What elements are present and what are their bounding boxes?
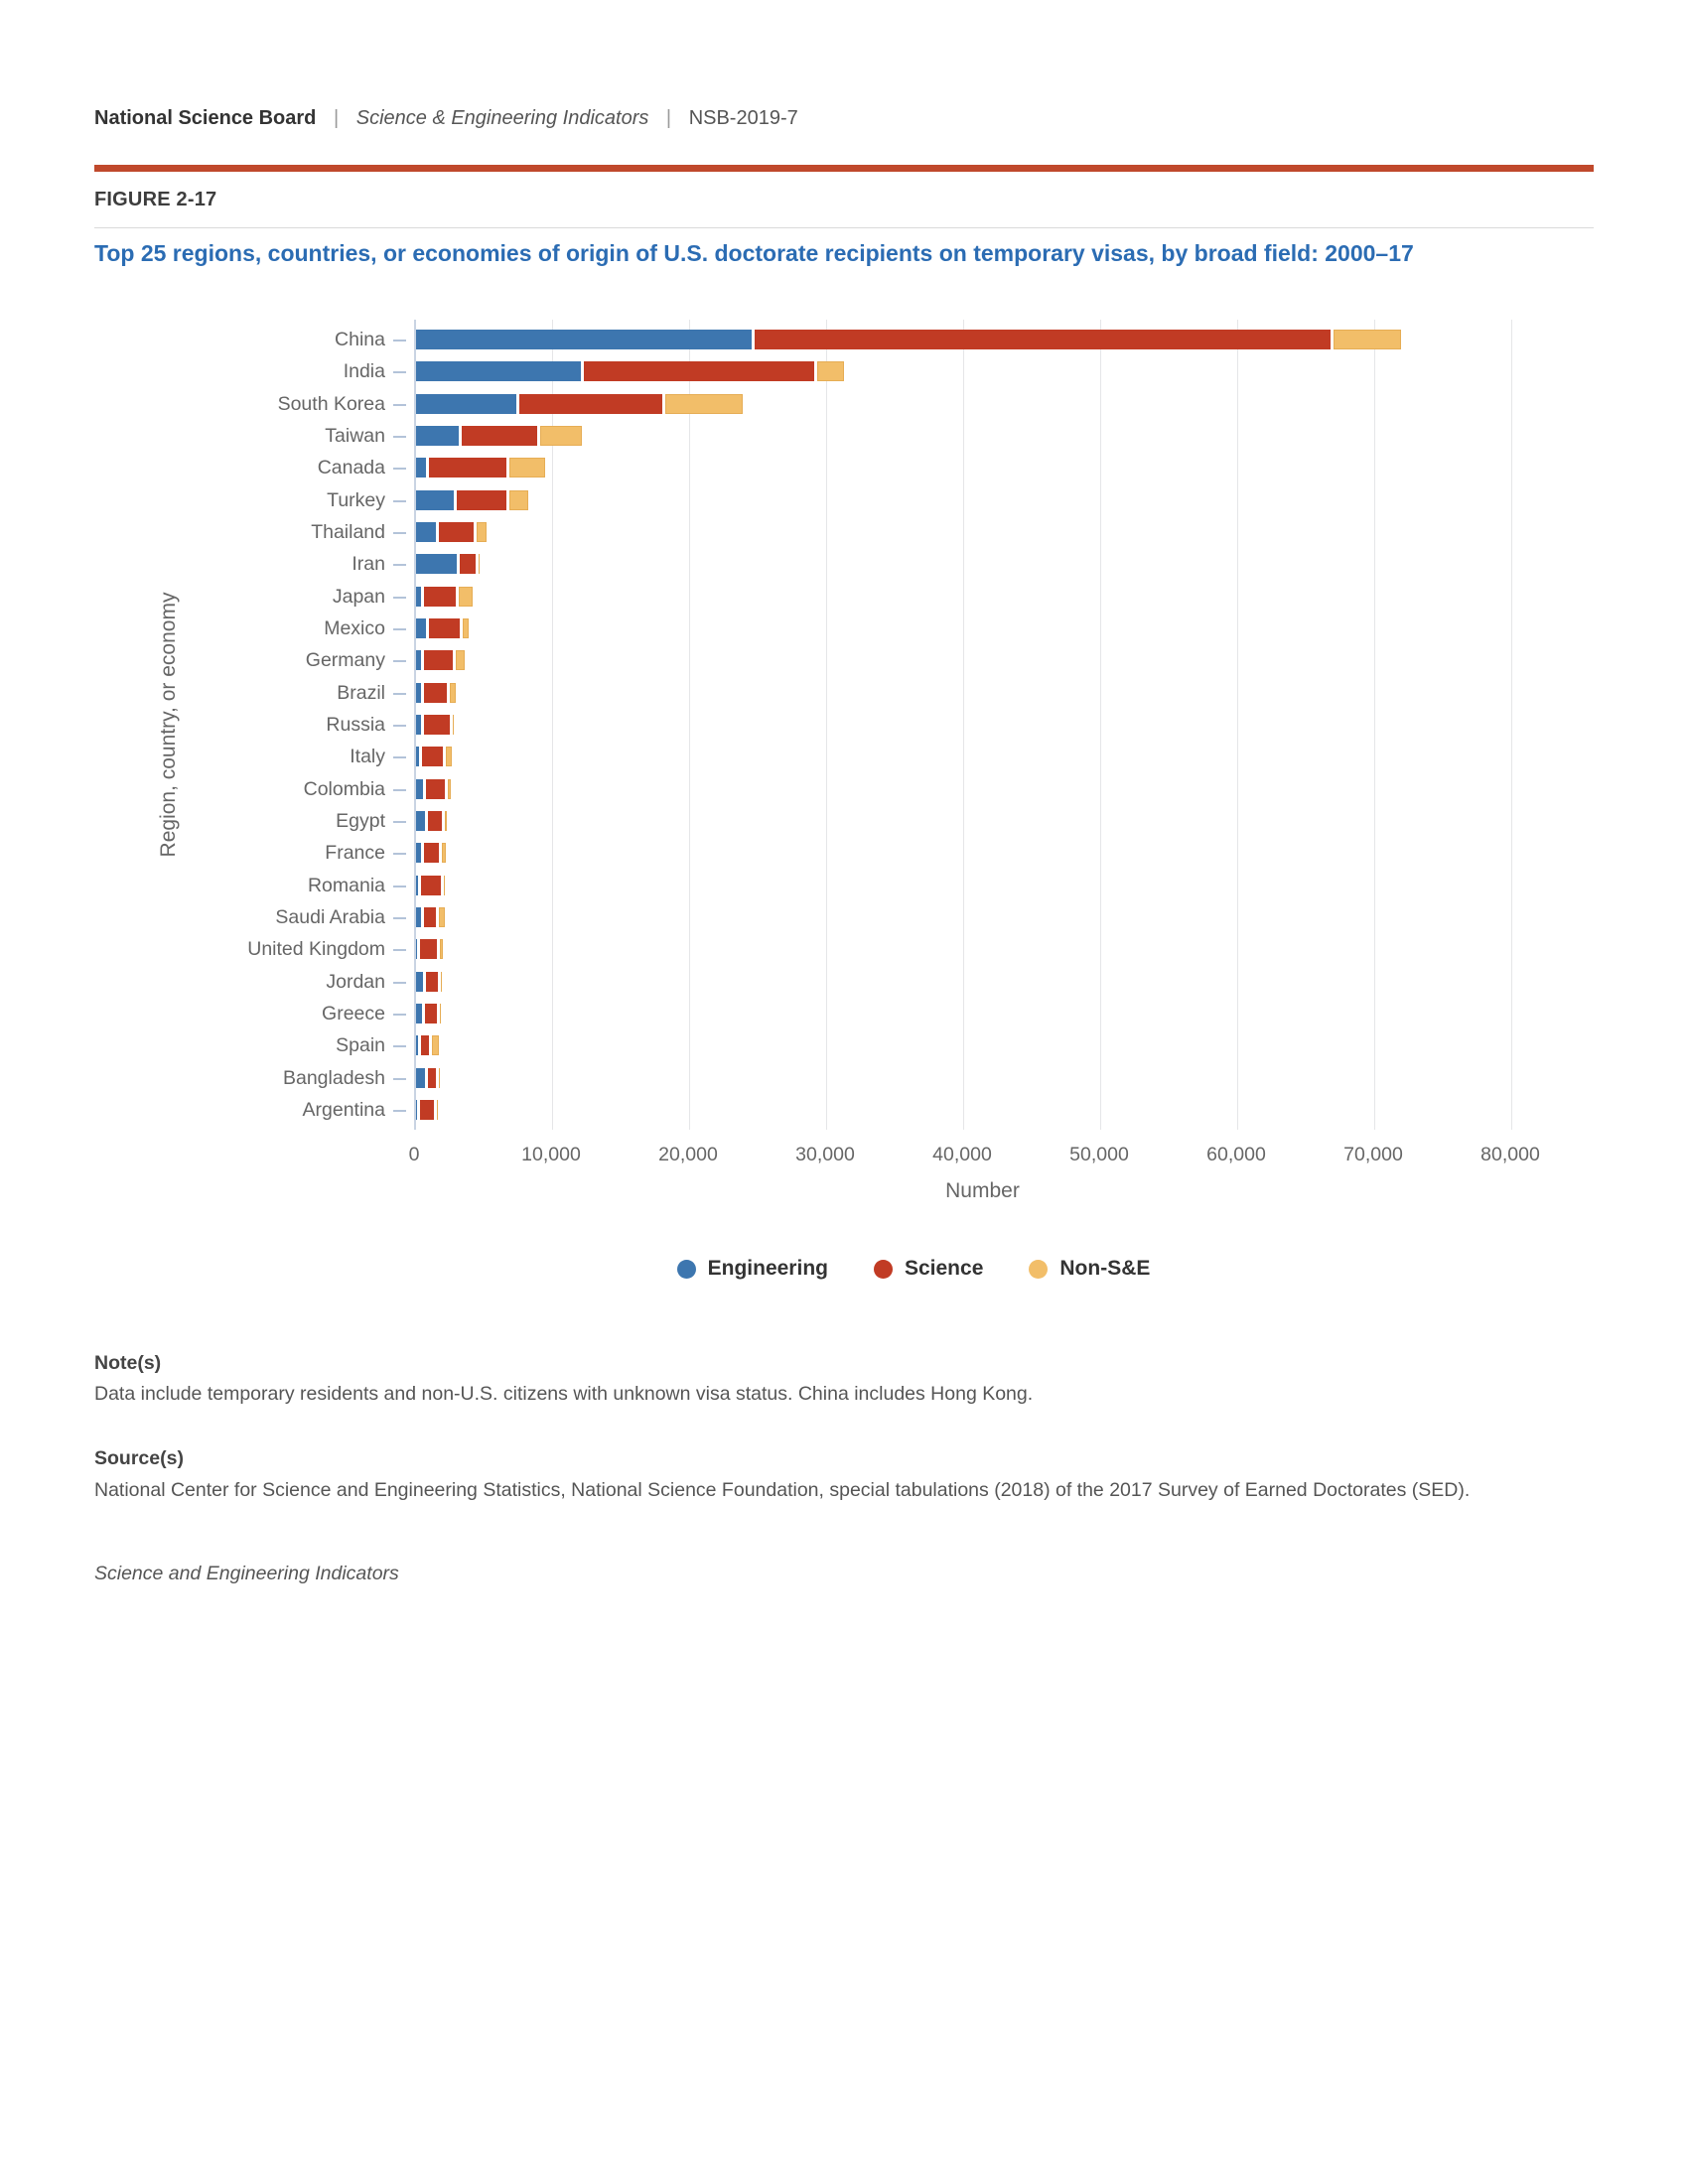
y-tick-mark: [393, 532, 406, 534]
bar-segment-science: [457, 490, 506, 510]
bar-segment-engineering: [416, 876, 418, 895]
chart-legend: [0, 1257, 1688, 1281]
bar-segment-non-s-e: [437, 1100, 438, 1120]
gridline: [1100, 320, 1101, 1130]
bar-segment-non-s-e: [446, 747, 452, 766]
bar-segment-science: [460, 554, 476, 574]
y-tick-mark: [393, 886, 406, 887]
bar-segment-science: [424, 683, 448, 703]
y-tick-mark: [393, 1110, 406, 1112]
bar-segment-science: [519, 394, 662, 414]
accent-rule: [94, 165, 1594, 172]
legend-color-dot: [677, 1260, 696, 1279]
category-label: Colombia: [303, 777, 385, 800]
bar-segment-non-s-e: [509, 458, 545, 478]
notes-text: Data include temporary residents and non-U.S. citizens with unknown visa status. China includes Hong Kong.: [94, 1383, 1034, 1405]
category-label: Spain: [336, 1034, 385, 1057]
bar-segment-engineering: [416, 1100, 417, 1120]
bar-segment-non-s-e: [432, 1035, 439, 1055]
category-label: Russia: [326, 713, 385, 736]
bar-segment-engineering: [416, 779, 423, 799]
bar-segment-non-s-e: [448, 779, 450, 799]
bar-segment-engineering: [416, 1035, 418, 1055]
bar-segment-science: [426, 972, 439, 992]
bar-segment-engineering: [416, 843, 421, 863]
bar-segment-engineering: [416, 394, 516, 414]
gridline: [1374, 320, 1375, 1130]
bar-segment-science: [424, 907, 436, 927]
bar-segment-non-s-e: [453, 715, 454, 735]
x-tick-label: 50,000: [1069, 1144, 1129, 1165]
bar-segment-science: [462, 426, 537, 446]
y-axis-title: Region, country, or economy: [157, 592, 180, 858]
legend-color-dot: [1029, 1260, 1048, 1279]
bar-segment-science: [424, 650, 453, 670]
bar-segment-engineering: [416, 972, 423, 992]
bar-segment-engineering: [416, 683, 421, 703]
y-tick-mark: [393, 693, 406, 695]
bar-segment-engineering: [416, 811, 425, 831]
y-tick-mark: [393, 982, 406, 984]
header-separator: |: [665, 107, 672, 129]
category-label: Romania: [307, 874, 385, 896]
plot-area: [414, 320, 1553, 1130]
bar-segment-non-s-e: [456, 650, 465, 670]
bar-segment-science: [420, 939, 437, 959]
y-tick-mark: [393, 436, 406, 438]
bar-segment-engineering: [416, 361, 581, 381]
legend-item: [677, 1257, 828, 1281]
header-report-id: NSB-2019-7: [688, 107, 798, 129]
y-tick-mark: [393, 371, 406, 373]
bar-segment-engineering: [416, 330, 752, 349]
gridline: [963, 320, 964, 1130]
bar-segment-engineering: [416, 715, 421, 735]
bar-segment-science: [755, 330, 1331, 349]
category-label: Italy: [350, 746, 385, 768]
bar-segment-non-s-e: [442, 843, 446, 863]
bar-segment-science: [439, 522, 475, 542]
x-tick-label: 70,000: [1343, 1144, 1403, 1165]
y-tick-mark: [393, 1014, 406, 1016]
bar-segment-science: [421, 876, 441, 895]
gridline: [689, 320, 690, 1130]
category-label: Germany: [305, 649, 385, 672]
bar-segment-non-s-e: [439, 1068, 440, 1088]
bar-segment-science: [429, 618, 460, 638]
y-tick-mark: [393, 789, 406, 791]
category-label: Saudi Arabia: [275, 905, 385, 928]
bar-segment-non-s-e: [479, 554, 480, 574]
y-tick-mark: [393, 821, 406, 823]
category-label: India: [343, 360, 385, 383]
bar-segment-engineering: [416, 426, 459, 446]
bar-segment-science: [428, 1068, 436, 1088]
bar-segment-engineering: [416, 747, 419, 766]
y-tick-mark: [393, 340, 406, 341]
page-header: [94, 107, 798, 130]
category-label: Bangladesh: [282, 1066, 385, 1089]
y-tick-mark: [393, 404, 406, 406]
y-tick-mark: [393, 853, 406, 855]
x-tick-label: 0: [408, 1144, 420, 1165]
bar-segment-engineering: [416, 490, 454, 510]
bar-segment-engineering: [416, 939, 417, 959]
bar-segment-engineering: [416, 458, 426, 478]
footer-publication-note: Science and Engineering Indicators: [94, 1563, 399, 1584]
bar-segment-engineering: [416, 650, 421, 670]
bar-segment-non-s-e: [509, 490, 529, 510]
header-separator: |: [333, 107, 340, 129]
y-tick-mark: [393, 564, 406, 566]
bar-segment-engineering: [416, 522, 436, 542]
category-label: Egypt: [336, 809, 385, 832]
bar-segment-science: [422, 747, 443, 766]
bar-segment-non-s-e: [444, 876, 445, 895]
header-brand: National Science Board: [94, 107, 317, 129]
bar-segment-engineering: [416, 618, 426, 638]
category-label: Mexico: [324, 616, 385, 639]
category-label: Argentina: [302, 1098, 385, 1121]
bar-segment-non-s-e: [540, 426, 582, 446]
x-tick-label: 40,000: [932, 1144, 992, 1165]
y-tick-mark: [393, 1078, 406, 1080]
legend-label: Non-S&E: [1059, 1257, 1151, 1280]
bar-segment-science: [584, 361, 814, 381]
category-label: United Kingdom: [247, 938, 385, 961]
category-label: Greece: [322, 1002, 385, 1024]
y-tick-mark: [393, 468, 406, 470]
bar-segment-non-s-e: [440, 939, 443, 959]
bar-segment-science: [429, 458, 506, 478]
x-tick-label: 60,000: [1206, 1144, 1266, 1165]
legend-item: [874, 1257, 983, 1281]
bar-segment-engineering: [416, 1004, 422, 1024]
legend-label: Science: [904, 1257, 984, 1280]
y-tick-mark: [393, 660, 406, 662]
y-tick-mark: [393, 725, 406, 727]
source-heading: Source(s): [94, 1447, 184, 1469]
bar-segment-non-s-e: [1334, 330, 1401, 349]
x-tick-label: 10,000: [521, 1144, 581, 1165]
category-label: Jordan: [326, 970, 385, 993]
legend-color-dot: [874, 1260, 893, 1279]
legend-label: Engineering: [707, 1257, 828, 1280]
gridline: [826, 320, 827, 1130]
figure-title: Top 25 regions, countries, or economies of origin of U.S. doctorate recipients on temporary visas, by broad field: 2000–17: [94, 240, 1414, 266]
x-axis-title: Number: [945, 1179, 1020, 1202]
bar-segment-science: [424, 587, 456, 607]
bar-segment-science: [421, 1035, 430, 1055]
category-label: Brazil: [337, 681, 385, 704]
bar-segment-non-s-e: [441, 972, 442, 992]
figure-label: FIGURE 2-17: [94, 189, 217, 210]
bar-segment-engineering: [416, 554, 457, 574]
category-label: Taiwan: [325, 424, 385, 447]
bar-segment-non-s-e: [477, 522, 486, 542]
bar-segment-science: [424, 843, 439, 863]
bar-segment-engineering: [416, 587, 421, 607]
bar-segment-science: [420, 1100, 433, 1120]
gridline: [1237, 320, 1238, 1130]
category-label: China: [335, 329, 385, 350]
y-tick-mark: [393, 917, 406, 919]
bar-segment-science: [426, 779, 446, 799]
bar-segment-non-s-e: [445, 811, 447, 831]
bar-segment-non-s-e: [463, 618, 469, 638]
bar-segment-non-s-e: [817, 361, 844, 381]
source-text: National Center for Science and Engineering Statistics, National Science Foundation, special tabulations (2018) of the 2017 Survey of Earned Doctorates (SED).: [94, 1479, 1471, 1501]
category-label: South Korea: [277, 392, 385, 415]
bar-segment-non-s-e: [665, 394, 743, 414]
bar-segment-engineering: [416, 907, 421, 927]
category-label: Thailand: [311, 520, 385, 543]
category-label: France: [325, 842, 385, 865]
y-tick-mark: [393, 500, 406, 502]
bar-segment-non-s-e: [439, 907, 444, 927]
bar-segment-non-s-e: [450, 683, 456, 703]
gridline: [1511, 320, 1512, 1130]
y-tick-mark: [393, 949, 406, 951]
category-label: Japan: [332, 585, 385, 608]
x-tick-label: 20,000: [658, 1144, 718, 1165]
x-tick-label: 80,000: [1480, 1144, 1540, 1165]
category-label: Turkey: [327, 488, 385, 511]
x-tick-label: 30,000: [795, 1144, 855, 1165]
header-publication: Science & Engineering Indicators: [355, 107, 649, 129]
category-label: Iran: [352, 553, 385, 576]
bar-segment-science: [428, 811, 442, 831]
y-tick-mark: [393, 628, 406, 630]
bar-segment-non-s-e: [440, 1004, 441, 1024]
legend-item: [1029, 1257, 1150, 1281]
bar-segment-non-s-e: [459, 587, 473, 607]
category-label: Canada: [317, 457, 385, 479]
notes-heading: Note(s): [94, 1352, 162, 1374]
y-tick-mark: [393, 597, 406, 599]
bar-segment-science: [425, 1004, 437, 1024]
y-tick-mark: [393, 1045, 406, 1047]
stacked-bar-chart: [0, 298, 1688, 1221]
divider-rule: [94, 227, 1594, 228]
y-tick-mark: [393, 756, 406, 758]
bar-segment-engineering: [416, 1068, 425, 1088]
bar-segment-science: [424, 715, 450, 735]
